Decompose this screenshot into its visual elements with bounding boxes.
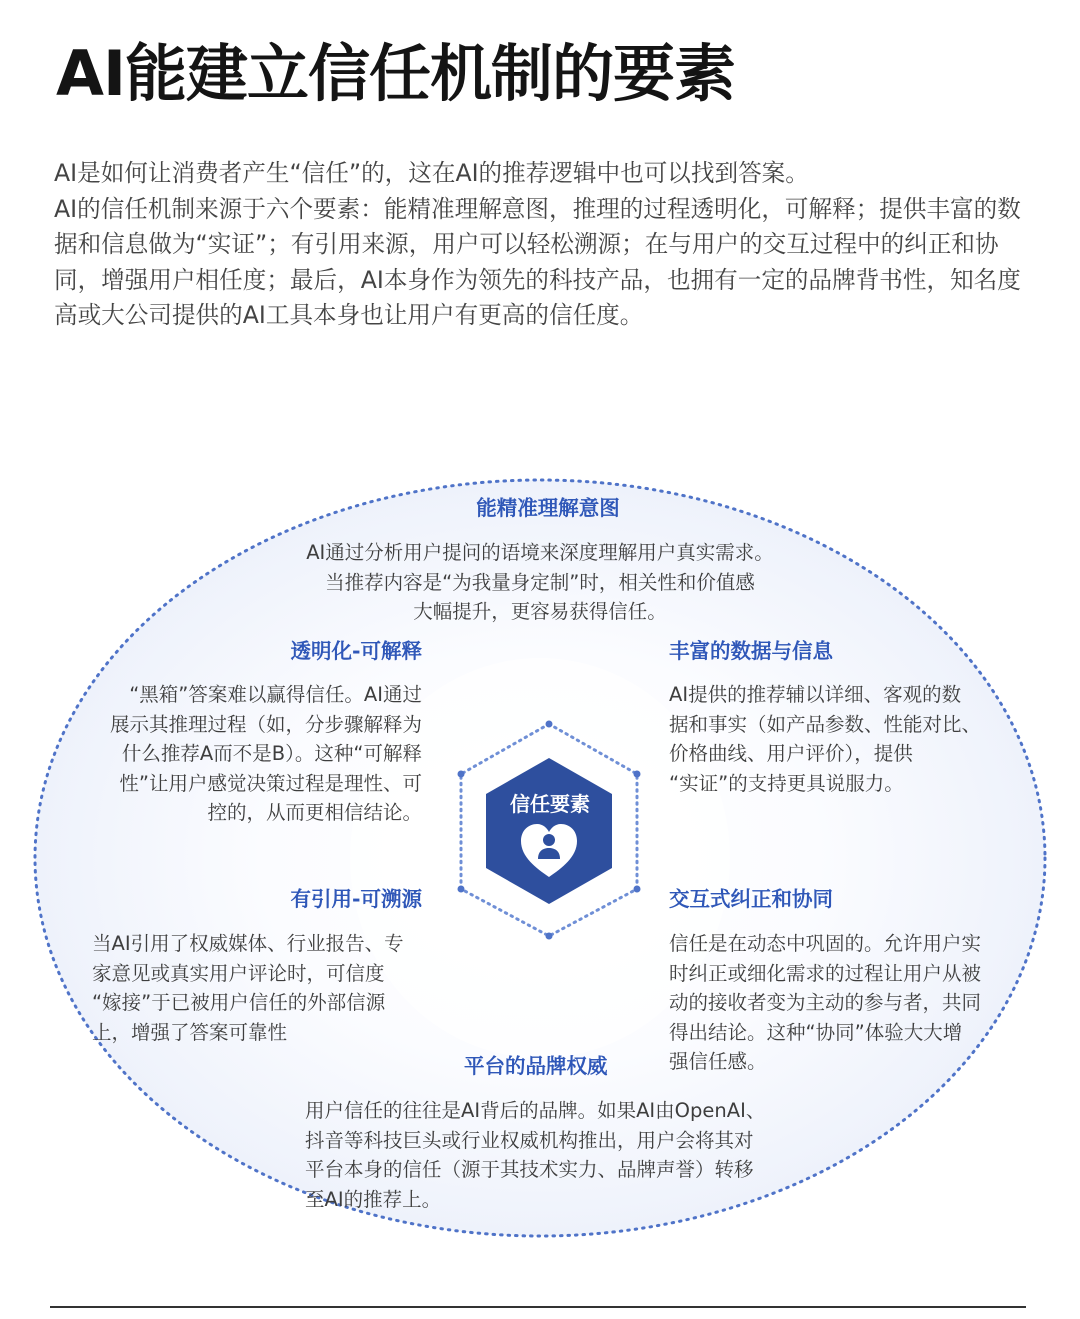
- intro-paragraph: AI是如何让消费者产生“信任”的，这在AI的推荐逻辑中也可以找到答案。: [54, 159, 809, 187]
- text-line: 性”让用户感觉决策过程是理性、可: [119, 771, 422, 795]
- section-body-transparency: [80, 680, 422, 828]
- section-title-data: 丰富的数据与信息: [669, 639, 833, 663]
- text-line: 当AI引用了权威媒体、行业报告、专: [92, 932, 404, 955]
- text-line: 至AI的推荐上。: [305, 1187, 442, 1211]
- text-line: 得出结论。这种“协同”体验大大增: [669, 1020, 963, 1044]
- intro-paragraph: AI的信任机制来源于六个要素：能精准理解意图，推理的过程透明化，可解释；提供丰富的数据和信息做为“实证”；有引用来源，用户可以轻松溯源；在与用户的交互过程中的纠正和协同，增强用户相任度；最后，AI本身作为领先的科技产品，也拥有一定的品牌背书性，知名度高或大公司提供的AI工具本身也让用户有更高的信任度。: [54, 194, 1021, 329]
- center-label: 信任要素: [510, 792, 590, 816]
- text-line: 信任是在动态中巩固的。允许用户实: [669, 932, 982, 955]
- text-line: 家意见或真实用户评论时，可信度: [92, 961, 385, 985]
- section-title-citation: 有引用-可溯源: [290, 887, 422, 911]
- text-line: 抖音等科技巨头或行业权威机构推出，用户会将其对: [305, 1128, 754, 1152]
- intro-text: [54, 156, 1022, 334]
- text-line: 平台本身的信任（源于其技术实力、品牌声誉）转移: [305, 1158, 754, 1181]
- text-line: 动的接收者变为主动的参与者，共同: [669, 991, 982, 1014]
- section-body-brand: [305, 1096, 825, 1214]
- text-line: 展示其推理过程（如，分步骤解释为: [109, 712, 422, 736]
- text-line: 价格曲线、用户评价），提供: [669, 742, 913, 765]
- page-title: AI能建立信任机制的要素: [56, 37, 736, 110]
- text-line: 当推荐内容是“为我量身定制”时，相关性和价值感: [325, 570, 755, 594]
- bottom-divider: [50, 1306, 1026, 1308]
- text-line: AI提供的推荐辅以详细、客观的数: [669, 683, 962, 706]
- section-body-data: [669, 680, 1029, 798]
- section-title-transparency: 透明化-可解释: [290, 639, 422, 663]
- text-line: 控的，从而更相信结论。: [207, 801, 422, 824]
- text-line: AI通过分析用户提问的语境来深度理解用户真实需求。: [306, 541, 774, 564]
- text-line: “嫁接”于已被用户信任的外部信源: [92, 991, 386, 1014]
- text-line: “黑箱”答案难以赢得信任。AI通过: [129, 683, 422, 706]
- text-line: 时纠正或细化需求的过程让用户从被: [669, 961, 982, 985]
- section-title-intent: 能精准理解意图: [476, 496, 620, 520]
- section-body-citation: [92, 929, 432, 1047]
- text-line: “实证”的支持更具说服力。: [669, 771, 904, 795]
- text-line: 什么推荐A而不是B）。这种“可解释: [121, 742, 422, 765]
- text-line: 大幅提升，更容易获得信任。: [413, 600, 667, 623]
- text-line: 强信任感。: [669, 1050, 767, 1073]
- section-body-intent: [240, 538, 840, 627]
- section-title-interaction: 交互式纠正和协同: [669, 887, 833, 911]
- section-body-interaction: [669, 929, 1014, 1077]
- text-line: 上，增强了答案可靠性: [92, 1020, 288, 1044]
- section-title-brand: 平台的品牌权威: [464, 1054, 608, 1078]
- text-line: 据和事实（如产品参数、性能对比、: [669, 712, 982, 736]
- text-line: 用户信任的往往是AI背后的品牌。如果AI由OpenAI、: [305, 1099, 766, 1122]
- trust-elements-diagram: [0, 478, 1080, 1238]
